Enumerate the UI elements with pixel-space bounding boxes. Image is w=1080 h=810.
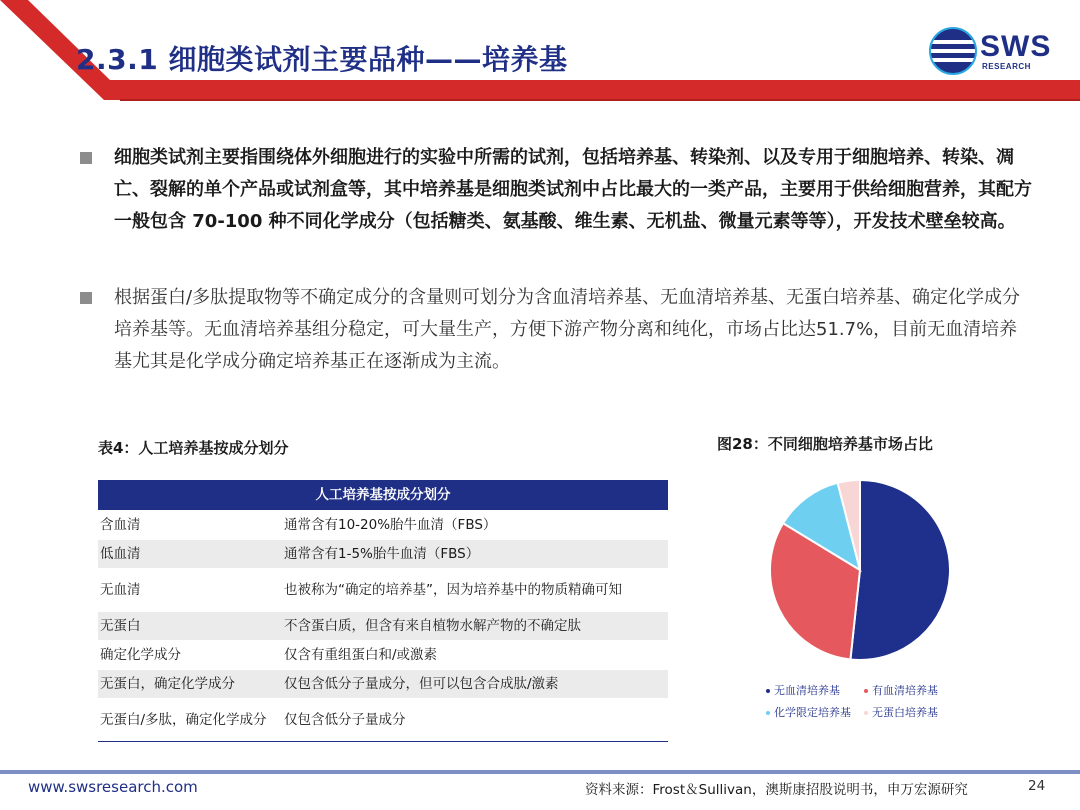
globe-icon	[928, 26, 978, 76]
row-type: 无血清	[100, 582, 141, 598]
row-desc: 仅含有重组蛋白和/或激素	[284, 647, 438, 663]
bullet-text: 细胞类试剂主要指围绕体外细胞进行的实验中所需的试剂，包括培养基、转染剂、以及专用于细胞培养、转染、凋亡、裂解的单个产品或试剂盒等，其中培养基是细胞类试剂中占比最大的一类产品，主要用于供给细胞营养，其配方一般包含 70-100 种不同化学成分（包括糖类、氨基酸、维生素、无机盐、微量元素等等），开发技术壁垒较高。	[114, 147, 1032, 232]
legend-item	[766, 682, 840, 698]
square-bullet-icon	[80, 152, 92, 164]
logo-subtext: RESEARCH	[982, 62, 1031, 71]
legend-item	[864, 682, 938, 698]
legend-label: 无血清培养基	[774, 684, 840, 697]
footer-url[interactable]: www.swsresearch.com	[28, 778, 198, 796]
square-bullet-icon	[80, 292, 92, 304]
pie-chart	[760, 470, 960, 670]
table-row	[98, 611, 668, 640]
pie-slice-1	[850, 480, 950, 660]
row-desc: 通常含有1-5%胎牛血清（FBS）	[284, 546, 480, 562]
page-number: 24	[1028, 778, 1046, 794]
legend-dot	[864, 711, 868, 715]
medium-table	[98, 480, 668, 742]
row-desc: 不含蛋白质，但含有来自植物水解产物的不确定肽	[284, 618, 581, 634]
row-type: 无蛋白，确定化学成分	[100, 676, 235, 692]
footer-source: 资料来源：Frost＆Sullivan，澳斯康招股说明书，申万宏源研究	[585, 782, 968, 798]
table-row	[98, 568, 668, 611]
table-row	[98, 539, 668, 568]
row-type: 无蛋白/多肽，确定化学成分	[100, 712, 267, 728]
table-caption: 表4：人工培养基按成分划分	[98, 439, 289, 457]
table-row	[98, 698, 668, 741]
row-type: 确定化学成分	[100, 647, 181, 663]
row-desc: 仅包含低分子量成分，但可以包含合成肽/激素	[284, 676, 559, 692]
row-type: 低血清	[100, 546, 141, 562]
legend-label: 无蛋白培养基	[872, 706, 938, 719]
legend-dot	[864, 689, 868, 693]
legend-label: 化学限定培养基	[774, 706, 851, 719]
logo-text: SWS	[980, 30, 1052, 63]
page-title: 2.3.1 细胞类试剂主要品种——培养基	[76, 43, 568, 76]
row-desc: 仅包含低分子量成分	[284, 712, 406, 728]
legend-label: 有血清培养基	[872, 684, 938, 697]
footer-divider	[0, 770, 1080, 774]
row-desc: 也被称为“确定的培养基”，因为培养基中的物质精确可知	[284, 582, 622, 598]
chart-caption: 图28：不同细胞培养基市场占比	[717, 435, 933, 453]
legend-item	[864, 704, 938, 720]
legend-dot	[766, 689, 770, 693]
table-row	[98, 640, 668, 669]
row-type: 无蛋白	[100, 618, 141, 634]
table-row	[98, 510, 668, 539]
bullet-text: 根据蛋白/多肽提取物等不确定成分的含量则可划分为含血清培养基、无血清培养基、无蛋白培养基、确定化学成分培养基等。无血清培养基组分稳定，可大量生产，方便下游产物分离和纯化，市场占比达51.7%，目前无血清培养基尤其是化学成分确定培养基正在逐渐成为主流。	[114, 287, 1021, 372]
slide-header	[0, 0, 1080, 110]
sws-logo	[928, 26, 1060, 80]
legend-dot	[766, 711, 770, 715]
legend-item	[766, 704, 851, 720]
row-type: 含血清	[100, 517, 141, 533]
table-header: 人工培养基按成分划分	[98, 480, 668, 510]
table-row	[98, 669, 668, 698]
row-desc: 通常含有10-20%胎牛血清（FBS）	[284, 517, 497, 533]
